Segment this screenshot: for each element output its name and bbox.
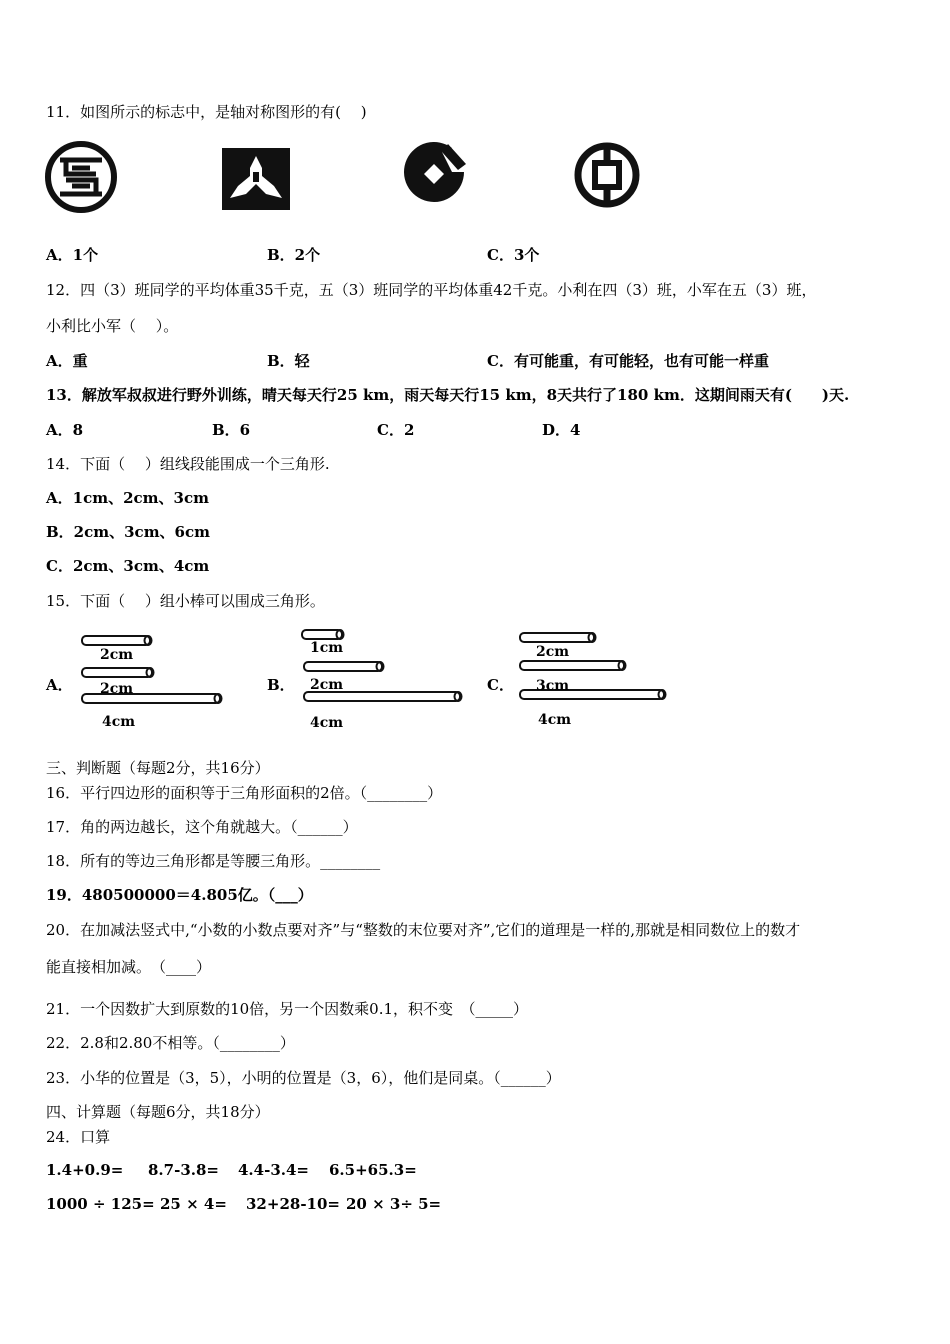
diamond-coin-logo-icon [402, 140, 474, 210]
q21-text: 21．一个因数扩大到原数的10倍，另一个因数乘0.1，积不变 （_____） [46, 1000, 529, 1018]
q15-option-b-label: B． [267, 676, 295, 694]
q15-option-b-sticks [298, 626, 468, 708]
q14-option-c: C．2cm、3cm、4cm [46, 557, 210, 575]
calc-item: 1.4+0.9= [46, 1161, 124, 1179]
q13-option-d: D．4 [542, 421, 581, 439]
calc-item: 20 × 3÷ 5= [346, 1195, 442, 1213]
q12-option-a: A．重 [46, 352, 88, 370]
q11-option-b: B．2个 [267, 246, 321, 264]
q15-text: 15．下面（ ）组小棒可以围成三角形。 [46, 592, 325, 610]
q15-a-stick3-label: 4cm [102, 714, 136, 730]
stick-a2 [82, 668, 152, 677]
q17-text: 17．角的两边越长，这个角就越大。（______） [46, 818, 358, 836]
section3-heading: 三、判断题（每题2分，共16分） [46, 759, 270, 777]
calc-item: 4.4-3.4= [238, 1161, 309, 1179]
q15-option-c-label: C． [487, 676, 514, 694]
q14-option-a: A．1cm、2cm、3cm [46, 489, 209, 507]
q13-option-a: A．8 [46, 421, 84, 439]
q11-option-c: C．3个 [487, 246, 540, 264]
calc-item: 1000 ÷ 125= [46, 1195, 155, 1213]
stick-c2 [520, 661, 624, 670]
q13-text: 13．解放军叔叔进行野外训练，晴天每天行25 km，雨天每天行15 km，8天共行了180 km．这期间雨天有( )天. [46, 386, 850, 404]
q15-b-stick3-label: 4cm [310, 715, 344, 731]
triangle-logo-icon [222, 148, 290, 210]
q23-text: 23．小华的位置是（3，5），小明的位置是（3，6），他们是同桌。（______） [46, 1069, 561, 1087]
calc-item: 32+28-10= [246, 1195, 340, 1213]
q12-text-line2: 小利比小军（ ）。 [46, 317, 179, 335]
q19-text: 19．480500000＝4.805亿。（___） [46, 886, 313, 904]
q15-c-stick2-label: 3cm [536, 678, 570, 694]
q15-a-stick1-label: 2cm [100, 647, 134, 663]
q14-text: 14．下面（ ）组线段能围成一个三角形. [46, 455, 330, 473]
q20-text-line1: 20．在加减法竖式中,“小数的小数点要对齐”与“整数的末位要对齐”,它们的道理是一样的,那就是相同数位上的数才 [46, 921, 801, 939]
q18-text: 18．所有的等边三角形都是等腰三角形。________ [46, 852, 381, 870]
q16-text: 16．平行四边形的面积等于三角形面积的2倍。（________） [46, 784, 443, 802]
q20-text-line2: 能直接相加减。 （____） [46, 958, 212, 976]
q12-option-b: B．轻 [267, 352, 310, 370]
q12-text-line1: 12．四（3）班同学的平均体重35千克，五（3）班同学的平均体重42千克。小利在四（3）班，小军在五（3）班， [46, 281, 817, 299]
stick-b2 [304, 662, 382, 671]
q22-text: 22．2.8和2.80不相等。（________） [46, 1034, 295, 1052]
q15-b-stick1-label: 1cm [310, 640, 344, 656]
q12-option-c: C．有可能重，有可能轻，也有可能一样重 [487, 352, 769, 370]
q15-option-c-sticks [516, 629, 676, 707]
q15-c-stick1-label: 2cm [536, 644, 570, 660]
q15-b-stick2-label: 2cm [310, 677, 344, 693]
q15-option-a-label: A． [46, 676, 73, 694]
stick-c1 [520, 633, 594, 642]
q14-option-b: B．2cm、3cm、6cm [46, 523, 211, 541]
stick-a1 [82, 636, 150, 645]
section4-heading: 四、计算题（每题6分，共18分） [46, 1103, 270, 1121]
q15-a-stick2-label: 2cm [100, 681, 134, 697]
q24-title: 24．口算 [46, 1128, 111, 1146]
calc-item: 6.5+65.3= [329, 1161, 417, 1179]
q11-text: 11．如图所示的标志中，是轴对称图形的有( ) [46, 103, 367, 121]
stick-b3 [304, 692, 460, 701]
coin-square-logo-icon [572, 140, 642, 210]
bank-logo-icon [44, 140, 118, 214]
q13-option-b: B．6 [212, 421, 251, 439]
q15-c-stick3-label: 4cm [538, 712, 572, 728]
q11-option-a: A．1个 [46, 246, 99, 264]
calc-item: 25 × 4= [160, 1195, 227, 1213]
calc-item: 8.7-3.8= [148, 1161, 219, 1179]
q13-option-c: C．2 [377, 421, 415, 439]
